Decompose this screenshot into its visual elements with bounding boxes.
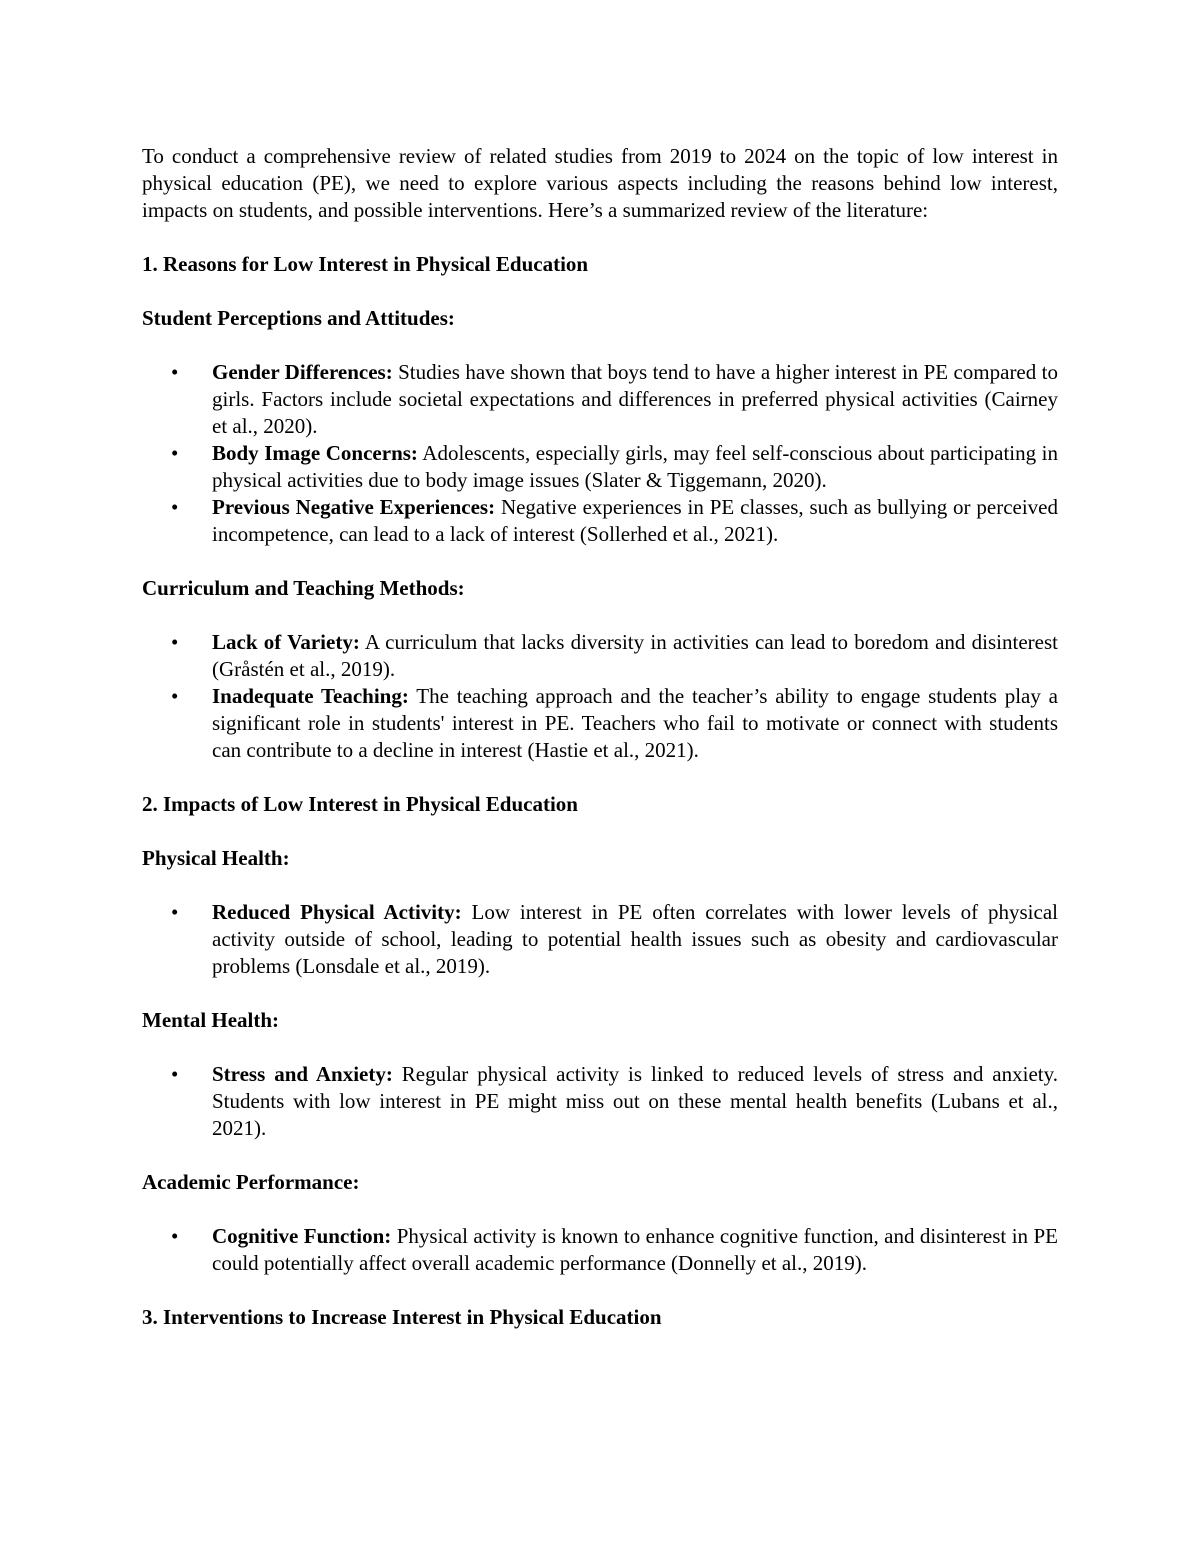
list-item-text: Adolescents, especially girls, may feel self-conscious about participating in physical activities due to body image issues (Slater & Tiggemann, 2020).	[212, 441, 1058, 492]
list-item-text: Negative experiences in PE classes, such as bullying or perceived incompetence, can lead to a lack of interest (Sollerhed et al., 2021).	[212, 495, 1058, 546]
bullet-icon: •	[171, 900, 179, 924]
list-item	[142, 899, 1058, 980]
list-item	[142, 683, 1058, 764]
list-item-term: Previous Negative Experiences:	[212, 495, 496, 519]
subheading-mental-health: Mental Health:	[142, 1008, 280, 1032]
document-page	[142, 143, 1058, 1331]
bullet-icon: •	[171, 441, 179, 465]
list-item-text: The teaching approach and the teacher’s ability to engage students play a significant role in students' interest in PE. Teachers who fail to motivate or connect with students can contribute to a decline in interest (Hastie et al., 2021).	[212, 684, 1058, 762]
list-item	[142, 359, 1058, 440]
section-2-heading: 2. Impacts of Low Interest in Physical Education	[142, 792, 578, 816]
subheading-curriculum: Curriculum and Teaching Methods:	[142, 576, 465, 600]
section-3-heading: 3. Interventions to Increase Interest in Physical Education	[142, 1305, 662, 1329]
bullet-icon: •	[171, 360, 179, 384]
list-academic-performance	[142, 1223, 1058, 1277]
list-curriculum	[142, 629, 1058, 764]
list-item-term: Inadequate Teaching:	[212, 684, 409, 708]
list-item-term: Body Image Concerns:	[212, 441, 418, 465]
list-mental-health	[142, 1061, 1058, 1142]
list-item-text: Regular physical activity is linked to reduced levels of stress and anxiety. Students with low interest in PE might miss out on these mental health benefits (Lubans et al., 2021).	[212, 1062, 1058, 1140]
list-item	[142, 1061, 1058, 1142]
subheading-physical-health: Physical Health:	[142, 846, 290, 870]
list-item-term: Reduced Physical Activity:	[212, 900, 462, 924]
intro-paragraph: To conduct a comprehensive review of related studies from 2019 to 2024 on the topic of low interest in physical education (PE), we need to explore various aspects including the reasons behind low interest, impacts on students, and possible interventions. Here’s a summarized review of the literature:	[142, 144, 1058, 222]
list-item-term: Gender Differences:	[212, 360, 393, 384]
bullet-icon: •	[171, 1224, 179, 1248]
list-item	[142, 494, 1058, 548]
list-item	[142, 1223, 1058, 1277]
list-item-term: Cognitive Function:	[212, 1224, 392, 1248]
list-physical-health	[142, 899, 1058, 980]
list-item-text: Physical activity is known to enhance cognitive function, and disinterest in PE could potentially affect overall academic performance (Donnelly et al., 2019).	[212, 1224, 1058, 1275]
section-1-heading: 1. Reasons for Low Interest in Physical Education	[142, 252, 589, 276]
list-student-perceptions	[142, 359, 1058, 548]
bullet-icon: •	[171, 1062, 179, 1086]
bullet-icon: •	[171, 630, 179, 654]
list-item	[142, 629, 1058, 683]
list-item-term: Stress and Anxiety:	[212, 1062, 393, 1086]
bullet-icon: •	[171, 684, 179, 708]
bullet-icon: •	[171, 495, 179, 519]
list-item-text: Studies have shown that boys tend to have a higher interest in PE compared to girls. Factors include societal expectations and differences in preferred physical activities (Cairney et al., 2020).	[212, 360, 1058, 438]
list-item-term: Lack of Variety:	[212, 630, 360, 654]
subheading-student-perceptions: Student Perceptions and Attitudes:	[142, 306, 455, 330]
list-item	[142, 440, 1058, 494]
list-item-text: Low interest in PE often correlates with lower levels of physical activity outside of school, leading to potential health issues such as obesity and cardiovascular problems (Lonsdale et al., 2019).	[212, 900, 1058, 978]
list-item-text: A curriculum that lacks diversity in activities can lead to boredom and disinterest (Gråstén et al., 2019).	[212, 630, 1058, 681]
subheading-academic-performance: Academic Performance:	[142, 1170, 360, 1194]
